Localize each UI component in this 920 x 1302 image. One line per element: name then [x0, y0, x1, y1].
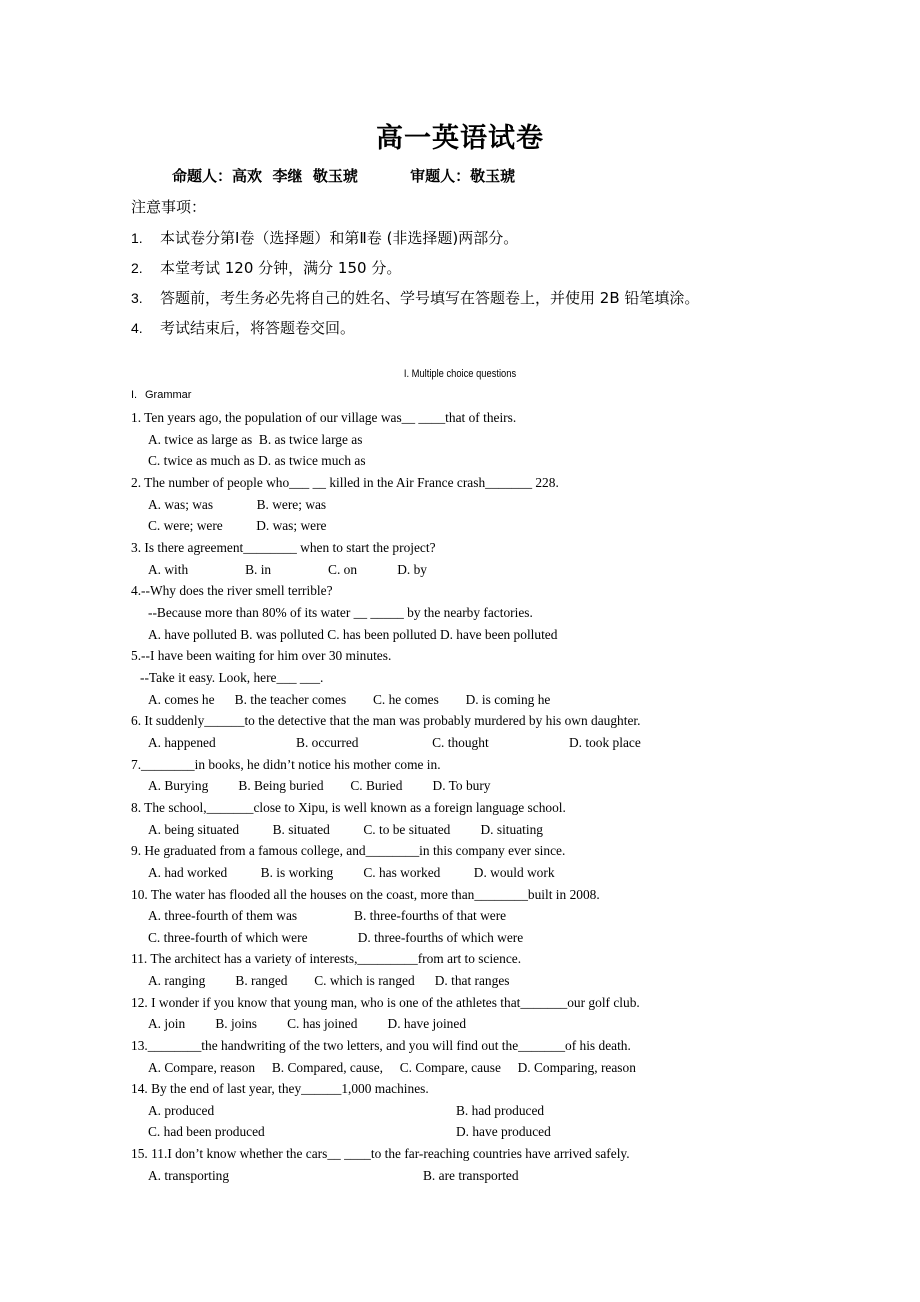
question-line: 1. Ten years ago, the population of our village was__ ____that of theirs.	[131, 410, 517, 425]
option: A. transporting	[148, 1168, 230, 1183]
note-text: 考试结束后，将答题卷交回。	[160, 319, 356, 337]
question-line: --Because more than 80% of its water __ _____ by the nearby factories.	[148, 605, 533, 620]
options-line: A. being situated B. situated C. to be situated D. situating	[148, 822, 543, 837]
question-line: 15. 11.I don’t know whether the cars__ ____to the far-reaching countries have arrived safely.	[131, 1146, 630, 1161]
subsection-number: I.	[131, 389, 138, 401]
question-line: --Take it easy. Look, here___ ___.	[140, 670, 324, 685]
question-line: 10. The water has flooded all the houses on the coast, more than________built in 2008.	[131, 887, 600, 902]
question-line: 2. The number of people who___ __ killed in the Air France crash_______ 228.	[131, 475, 559, 490]
question-line: 8. The school,_______close to Xipu, is well known as a foreign language school.	[131, 800, 566, 815]
note-item	[131, 227, 518, 248]
options-line: A. join B. joins C. has joined D. have joined	[148, 1016, 467, 1031]
options-line: A. twice as large as B. as twice large as	[148, 432, 363, 447]
question-line: 12. I wonder if you know that young man, who is one of the athletes that_______our golf club.	[131, 995, 640, 1010]
question-line: 4.--Why does the river smell terrible?	[131, 583, 333, 598]
options-line: A. had worked B. is working C. has worked D. would work	[148, 865, 555, 880]
note-number: 3.	[131, 290, 143, 306]
question-line: 11. The architect has a variety of interests,_________from art to science.	[131, 951, 522, 966]
options-line: A. ranging B. ranged C. which is ranged D. that ranges	[148, 973, 510, 988]
option: C. had been produced	[148, 1124, 265, 1139]
options-line: A. comes he B. the teacher comes C. he comes D. is coming he	[148, 692, 551, 707]
note-text: 答题前，考生务必先将自己的姓名、学号填写在答题卷上，并使用 2B 铅笔填涂。	[160, 289, 700, 307]
options-line: A. happened B. occurred C. thought D. took place	[148, 735, 641, 750]
note-number: 2.	[131, 260, 143, 276]
authors-line: 命题人：高欢 李继 敬玉琥 审题人：敬玉琥	[172, 167, 516, 185]
options-line: A. with B. in C. on D. by	[148, 562, 427, 577]
notes-heading: 注意事项：	[131, 198, 207, 216]
option: B. had produced	[456, 1103, 545, 1118]
question-line: 9. He graduated from a famous college, and________in this company ever since.	[131, 843, 566, 858]
options-line: C. were; were D. was; were	[148, 518, 327, 533]
note-text: 本堂考试 120 分钟，满分 150 分。	[160, 259, 402, 277]
options-line: A. Burying B. Being buried C. Buried D. To bury	[148, 778, 491, 793]
question-line: 13.________the handwriting of the two letters, and you will find out the_______of his death.	[131, 1038, 631, 1053]
page-title: 高一英语试卷	[376, 123, 544, 154]
subsection-label: Grammar	[145, 389, 192, 401]
options-line: C. twice as much as D. as twice much as	[148, 453, 366, 468]
subsection-heading	[131, 389, 191, 401]
options-line: A. have polluted B. was polluted C. has been polluted D. have been polluted	[148, 627, 558, 642]
note-item	[131, 317, 355, 338]
note-text: 本试卷分第Ⅰ卷（选择题）和第Ⅱ卷 (非选择题)两部分。	[160, 229, 519, 247]
options-line: C. three-fourth of which were D. three-fourths of which were	[148, 930, 524, 945]
options-line: A. Compare, reason B. Compared, cause, C. Compare, cause D. Comparing, reason	[148, 1060, 636, 1075]
question-line: 7.________in books, he didn’t notice his mother come in.	[131, 757, 441, 772]
question-line: 5.--I have been waiting for him over 30 minutes.	[131, 648, 392, 663]
option: B. are transported	[423, 1168, 519, 1183]
option: D. have produced	[456, 1124, 551, 1139]
note-number: 1.	[131, 230, 143, 246]
options-line: A. was; was B. were; was	[148, 497, 327, 512]
section-heading: I. Multiple choice questions	[403, 368, 517, 380]
options-line: A. three-fourth of them was B. three-fourths of that were	[148, 908, 507, 923]
note-item	[131, 257, 401, 278]
question-line: 14. By the end of last year, they______1,000 machines.	[131, 1081, 429, 1096]
option: A. produced	[148, 1103, 215, 1118]
note-item	[131, 287, 699, 308]
question-line: 6. It suddenly______to the detective that the man was probably murdered by his own daughter.	[131, 713, 641, 728]
note-number: 4.	[131, 320, 143, 336]
question-line: 3. Is there agreement________ when to start the project?	[131, 540, 436, 555]
